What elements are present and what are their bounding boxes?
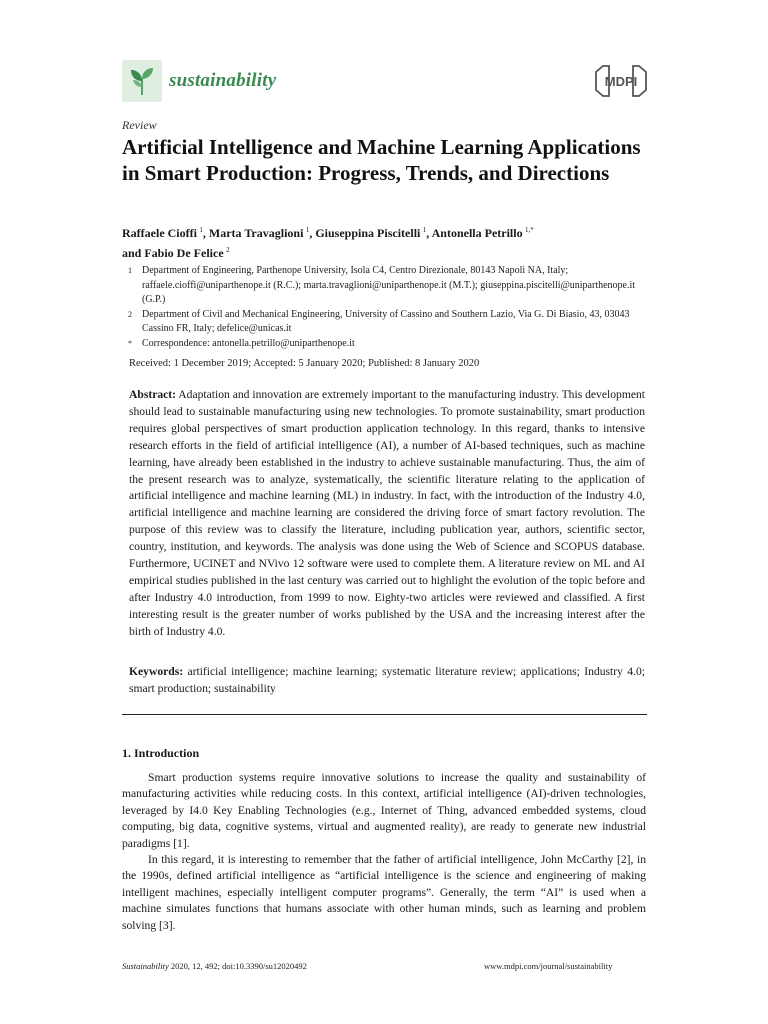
abstract [129, 387, 645, 641]
author-separator: , [202, 226, 209, 240]
author-list [122, 222, 652, 262]
affiliation-text: Department of Engineering, Parthenope University, Isola C4, Centro Direzionale, 80143 Napoli NA, Italy; raffaele.cioffi@uniparthenope.it (R.C.); marta.travaglioni@uniparthenope.it (M.T.); giuseppina.piscitelli@uniparthenope.it (G.P.) [142, 265, 636, 306]
publisher-name: MDPI [604, 74, 638, 89]
keywords-text: artificial intelligence; machine learning; systematic literature review; applications; Industry 4.0; smart production; sustainability [129, 665, 645, 695]
article-type: Review [122, 118, 157, 132]
author-separator: , [309, 226, 316, 240]
author-name[interactable]: Antonella Petrillo [431, 226, 523, 240]
author-affiliation-mark: 1 [422, 226, 427, 234]
affiliation-item [122, 264, 647, 308]
author-separator: , [426, 226, 432, 240]
author-affiliation-mark: 1 [199, 226, 203, 234]
affiliation-mark: 1 [128, 266, 132, 275]
author-name[interactable]: Giuseppina Piscitelli [315, 226, 421, 240]
affiliation-text: Department of Civil and Mechanical Engineering, University of Cassino and Southern Lazio, Via G. Di Biasio, 43, 03043 Cassino FR, Italy; defelice@unicas.it [142, 308, 630, 335]
paragraph: In this regard, it is interesting to remember that the father of artificial intelligence, John McCarthy [2], in the 1990s, defined artificial intelligence as “artificial intelligence is the science and engineering of making intelligent machines, especially intelligent computer programs”. Generally, the term “AI” is used when a machine simulates functions that humans associate with other human minds, such as learning and problem solving [3]. [122, 853, 646, 932]
article-title: Artificial Intelligence and Machine Learning Applications in Smart Production: Progress, Trends, and Directions [122, 135, 641, 185]
author-affiliation-mark: 1,* [525, 226, 534, 234]
introduction-body [122, 770, 646, 934]
author-name[interactable]: and Fabio De Felice [122, 246, 224, 260]
journal-logo[interactable] [122, 60, 276, 102]
footer-url-link[interactable]: www.mdpi.com/journal/sustainability [484, 961, 613, 971]
author-affiliation-mark: 2 [226, 246, 230, 254]
section-heading: 1. Introduction [122, 746, 200, 760]
affiliation-mark: * [128, 338, 132, 348]
paragraph: Smart production systems require innovative solutions to increase the quality and sustainability of manufacturing activities while reducing costs. In this context, artificial intelligence (AI)-driven technologies, leveraged by I4.0 Key Enabling Technologies (e.g., Internet of Thing, advanced embedded systems, cloud computing, big data, cognitive systems, virtual and augmented reality), are ready to generate new industrial paradigms [1]. [122, 771, 646, 850]
publisher-logo[interactable] [594, 64, 648, 103]
author-name[interactable]: Marta Travaglioni [208, 226, 304, 240]
author-name[interactable]: Raffaele Cioffi [122, 226, 197, 240]
abstract-label: Abstract: [129, 388, 177, 401]
affiliation-mark: 2 [128, 309, 132, 319]
footer-citation [122, 961, 307, 971]
correspondence-text: Correspondence: antonella.petrillo@uniparthenope.it [142, 337, 355, 349]
footer-journal: Sustainability [122, 961, 169, 971]
keywords-label: Keywords: [129, 665, 184, 678]
abstract-text: Adaptation and innovation are extremely important to the manufacturing industry. This development should lead to sustainable manufacturing using new technologies. To promote sustainability, smart production requires global perspectives of smart production application technology. In this regard, thanks to intensive research efforts in the field of artificial intelligence (AI), a number of AI-based techniques, such as machine learning, have already been established in the industry to achieve sustainable manufacturing. Thus, the aim of the present research was to analyze, systematically, the scientific literature relating to the application of artificial intelligence and machine learning (ML) in industry. In fact, with the introduction of the Industry 4.0, artificial intelligence and machine learning are considered the driving force of smart factory revolution. The purpose of this review was to classify the literature, including publication year, authors, scientific sector, country, institution, and keywords. The analysis was done using the Web of Science and SCOPUS database. Furthermore, UCINET and NVivo 12 software were used to complete them. A literature review on ML and AI empirical studies published in the last century was carried out to highlight the evolution of the topic before and after Industry 4.0 introduction, from 1999 to now. Eighty-two articles were reviewed and classified. A first interesting result is the greater number of works published by the USA and the increasing interest after the birth of Industry 4.0. [129, 388, 645, 638]
leaf-icon [122, 60, 162, 102]
journal-name: sustainability [169, 70, 277, 91]
affiliation-item [122, 308, 647, 337]
footer-citation-text: 2020, 12, 492; doi:10.3390/su12020492 [168, 961, 307, 971]
section-divider [122, 714, 647, 715]
affiliations [122, 264, 647, 352]
keywords [129, 664, 645, 698]
affiliation-item [122, 337, 647, 352]
publication-dates: Received: 1 December 2019; Accepted: 5 January 2020; Published: 8 January 2020 [129, 358, 480, 369]
author-affiliation-mark: 1 [305, 226, 310, 234]
